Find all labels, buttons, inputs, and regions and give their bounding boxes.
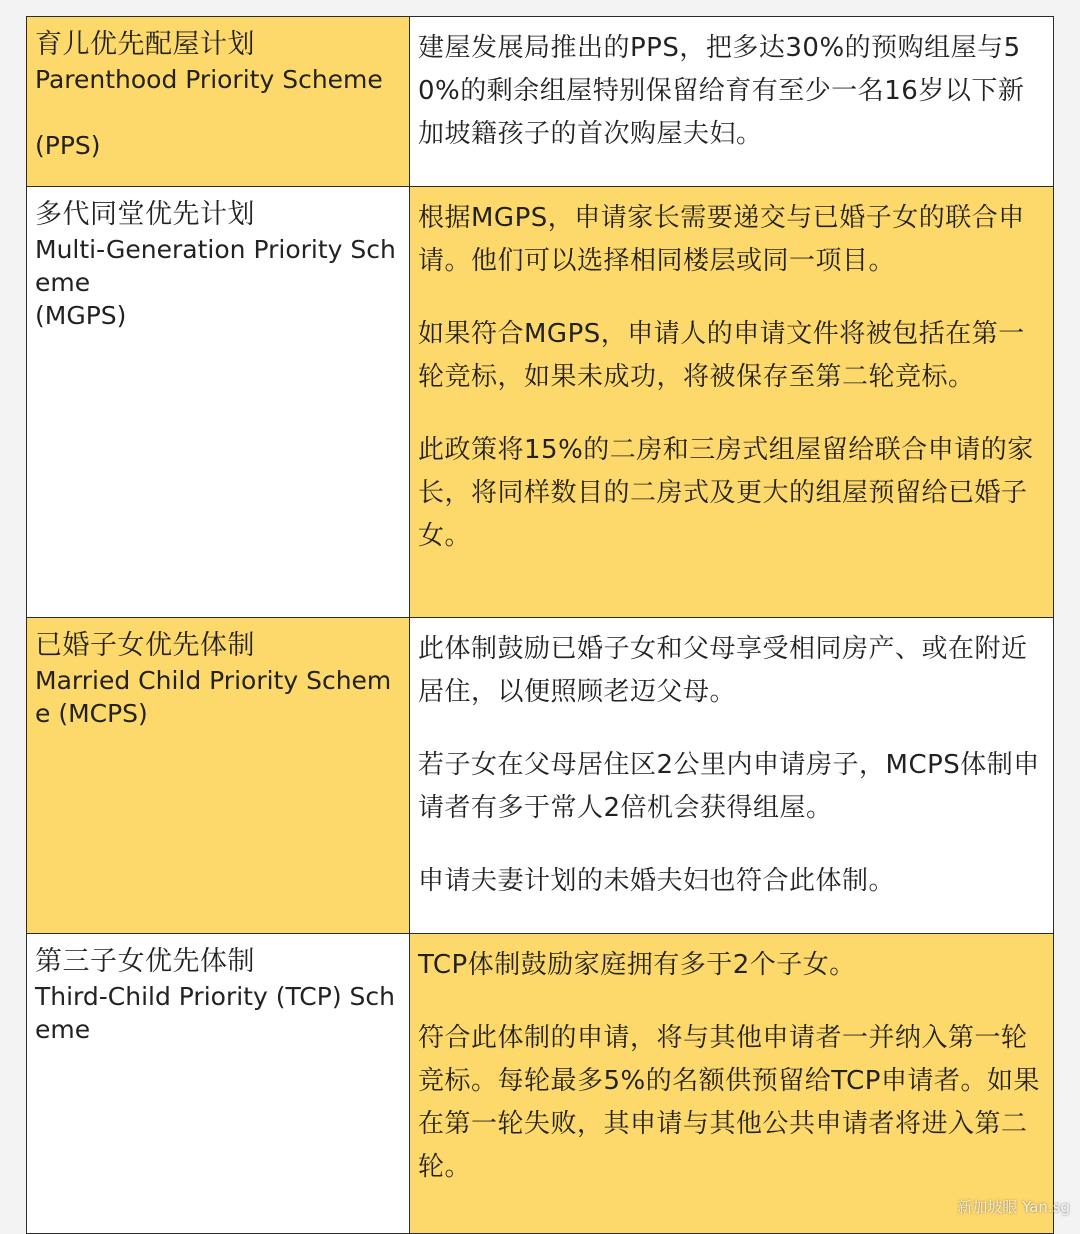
scheme-description-cell bbox=[410, 17, 1054, 187]
table-row bbox=[27, 934, 1054, 1234]
watermark: 新加坡眼 Yan.sg bbox=[957, 1198, 1070, 1216]
description-paragraph: 根据MGPS，申请家长需要递交与已婚子女的联合申请。他们可以选择相同楼层或同一项目。 bbox=[418, 203, 1025, 276]
scheme-name-cell bbox=[27, 618, 410, 934]
table-row bbox=[27, 618, 1054, 934]
scheme-name-zh: 已婚子女优先体制 bbox=[35, 630, 255, 661]
description-paragraph: 如果符合MGPS，申请人的申请文件将被包括在第一轮竞标，如果未成功，将被保存至第二轮竞标。 bbox=[418, 319, 1025, 392]
scheme-name-en: Married Child Priority Scheme (MCPS) bbox=[35, 666, 392, 728]
scheme-description-cell bbox=[410, 618, 1054, 934]
description-paragraph: 此政策将15%的二房和三房式组屋留给联合申请的家长，将同样数目的二房式及更大的组屋预留给已婚子女。 bbox=[418, 435, 1034, 551]
scheme-name-cell bbox=[27, 187, 410, 618]
scheme-name-en: Multi-Generation Priority Scheme bbox=[35, 235, 396, 297]
table-row bbox=[27, 187, 1054, 618]
description-paragraph: TCP体制鼓励家庭拥有多于2个子女。 bbox=[418, 950, 856, 980]
scheme-description-cell bbox=[410, 934, 1054, 1234]
priority-schemes-table bbox=[26, 16, 1054, 1234]
scheme-name-en: Third-Child Priority (TCP) Scheme bbox=[35, 982, 395, 1044]
scheme-abbr: (PPS) bbox=[35, 131, 101, 160]
scheme-name-zh: 第三子女优先体制 bbox=[35, 946, 255, 977]
scheme-name-cell bbox=[27, 17, 410, 187]
scheme-name-cell bbox=[27, 934, 410, 1234]
scheme-description-cell bbox=[410, 187, 1054, 618]
description-paragraph: 此体制鼓励已婚子女和父母享受相同房产、或在附近居住，以便照顾老迈父母。 bbox=[418, 634, 1028, 707]
scheme-abbr: (MGPS) bbox=[35, 301, 127, 330]
scheme-name-zh: 多代同堂优先计划 bbox=[35, 199, 255, 230]
table-row bbox=[27, 17, 1054, 187]
scheme-name-en: Parenthood Priority Scheme bbox=[35, 65, 383, 94]
scheme-name-zh: 育儿优先配屋计划 bbox=[35, 29, 255, 60]
description-paragraph: 符合此体制的申请，将与其他申请者一并纳入第一轮竞标。每轮最多5%的名额供预留给TCP申请者。如果在第一轮失败，其申请与其他公共申请者将进入第二轮。 bbox=[418, 1023, 1040, 1182]
description-paragraph: 申请夫妻计划的未婚夫妇也符合此体制。 bbox=[418, 866, 896, 896]
description-paragraph: 若子女在父母居住区2公里内申请房子，MCPS体制申请者有多于常人2倍机会获得组屋。 bbox=[418, 750, 1040, 823]
description-paragraph: 建屋发展局推出的PPS，把多达30%的预购组屋与50%的剩余组屋特别保留给育有至少一名16岁以下新加坡籍孩子的首次购屋夫妇。 bbox=[418, 33, 1025, 149]
